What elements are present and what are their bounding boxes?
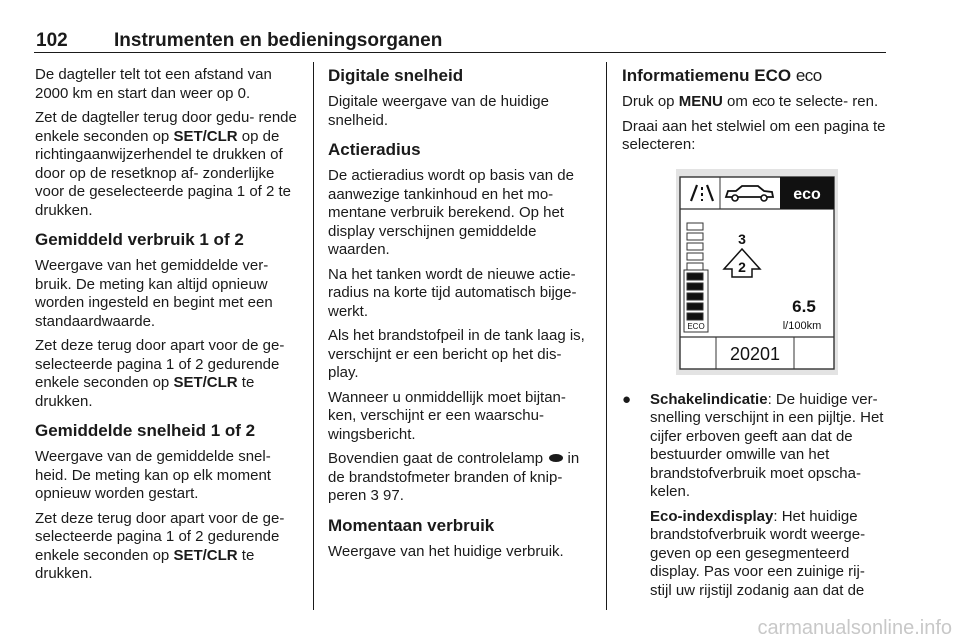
heading-average-consumption: Gemiddeld verbruik 1 of 2 <box>35 230 244 249</box>
eco-bar-label: ECO <box>687 321 705 331</box>
menu-label: MENU <box>678 93 723 110</box>
consumption-value: 6.5 <box>792 296 816 316</box>
column-3 <box>622 66 888 606</box>
heading-current-consumption: Momentaan verbruik <box>328 515 495 535</box>
paragraph: Digitale weergave van de huidige snelheid. <box>328 93 549 129</box>
paragraph: Weergave van de gemiddelde snel- heid. De meting kan op elk moment opnieuw worden gestart. <box>35 448 271 502</box>
paragraph: Bovendien gaat de controlelamp in de brandstofmeter branden of knip- peren 3 97. <box>328 450 580 504</box>
paragraph: Zet de dagteller terug door gedu- rende enkele seconden op SET/CLR op de richtingaanwijzerhendel te drukken of door op de resetknop af- zonderlijke voor de geselecteerde pagina 1 of 2 te drukken. <box>35 109 297 219</box>
paragraph: Na het tanken wordt de nieuwe actie- radius na korte tijd automatisch bijge- werkt. <box>328 265 577 320</box>
eco-index-paragraph: Eco-indexdisplay: Het huidige brandstofverbruik wordt weerge- geven op een gesegmenteerd display. Pas voor een zuinige rij- stijl uw rijstijl zodanig aan dat de <box>650 507 866 599</box>
paragraph: Zet deze terug door apart voor de ge- selecteerde pagina 1 of 2 gedurende enkele seconden op SET/CLR te drukken. <box>35 337 285 410</box>
paragraph: Wanneer u onmiddellijk moet bijtan- ken, verschijnt er een waarschu- wingsbericht. <box>328 388 566 443</box>
paragraph: Weergave van het gemiddelde ver- bruik. De meting kan altijd opnieuw worden ingesteld en begint met een standaardwaarde. <box>35 257 273 330</box>
set-clr-label: SET/CLR <box>173 127 238 145</box>
current-gear: 2 <box>738 258 746 275</box>
heading-digital-speed: Digitale snelheid <box>328 66 464 85</box>
column-divider <box>313 62 314 610</box>
heading-range: Actieradius <box>328 140 421 159</box>
heading-eco-menu: Informatiemenu ECO eco <box>622 66 822 85</box>
watermark: carmanualsonline.info <box>757 617 952 639</box>
bullet-icon: ● <box>622 390 632 408</box>
consumption-unit: l/100km <box>782 319 822 332</box>
set-clr-label: SET/CLR <box>173 546 238 564</box>
page-number: 102 <box>36 30 68 51</box>
column-divider <box>606 62 607 610</box>
paragraph: Als het brandstofpeil in de tank laag is, verschijnt er een bericht op het dis- play. <box>328 327 585 381</box>
eco-tab-label: eco <box>793 185 821 203</box>
paragraph: Draai aan het stelwiel om een pagina te selecteren: <box>622 117 886 153</box>
column-1 <box>35 66 297 590</box>
eco-symbol-icon: eco <box>795 66 822 85</box>
heading-average-speed: Gemiddelde snelheid 1 of 2 <box>35 421 256 440</box>
column-2 <box>328 66 592 567</box>
eco-display-illustration <box>676 169 838 375</box>
eco-symbol-icon: eco <box>752 93 775 110</box>
set-clr-label: SET/CLR <box>173 374 238 391</box>
page-title: Instrumenten en bedieningsorganen <box>114 30 443 51</box>
bullet-shift-indicator: ● Schakelindicatie: De huidige ver- snelling verschijnt in een pijltje. Het cijfer erboven geeft aan dat de bestuurder omwille van het brandstofverbruik moet opscha- kelen. <box>622 390 884 500</box>
fuel-warning-lamp-icon <box>549 454 563 462</box>
paragraph: Druk op MENU om eco te selecte- ren. <box>622 93 879 110</box>
page-reference-link[interactable]: 3 97. <box>370 487 404 504</box>
display-code: 20201 <box>729 343 781 364</box>
paragraph: Zet deze terug door apart voor de ge- selecteerde pagina 1 of 2 gedurende enkele seconden op SET/CLR te drukken. <box>35 509 285 582</box>
paragraph: De dagteller telt tot een afstand van 2000 km en start dan weer op 0. <box>35 66 272 102</box>
shift-target-gear: 3 <box>738 230 746 247</box>
paragraph: De actieradius wordt op basis van de aanwezige tankinhoud en het mo- mentane verbruik berekend. Op het display verschijnen gemiddelde waarden. <box>328 167 574 258</box>
paragraph: Weergave van het huidige verbruik. <box>328 542 564 560</box>
page-header <box>34 30 886 53</box>
